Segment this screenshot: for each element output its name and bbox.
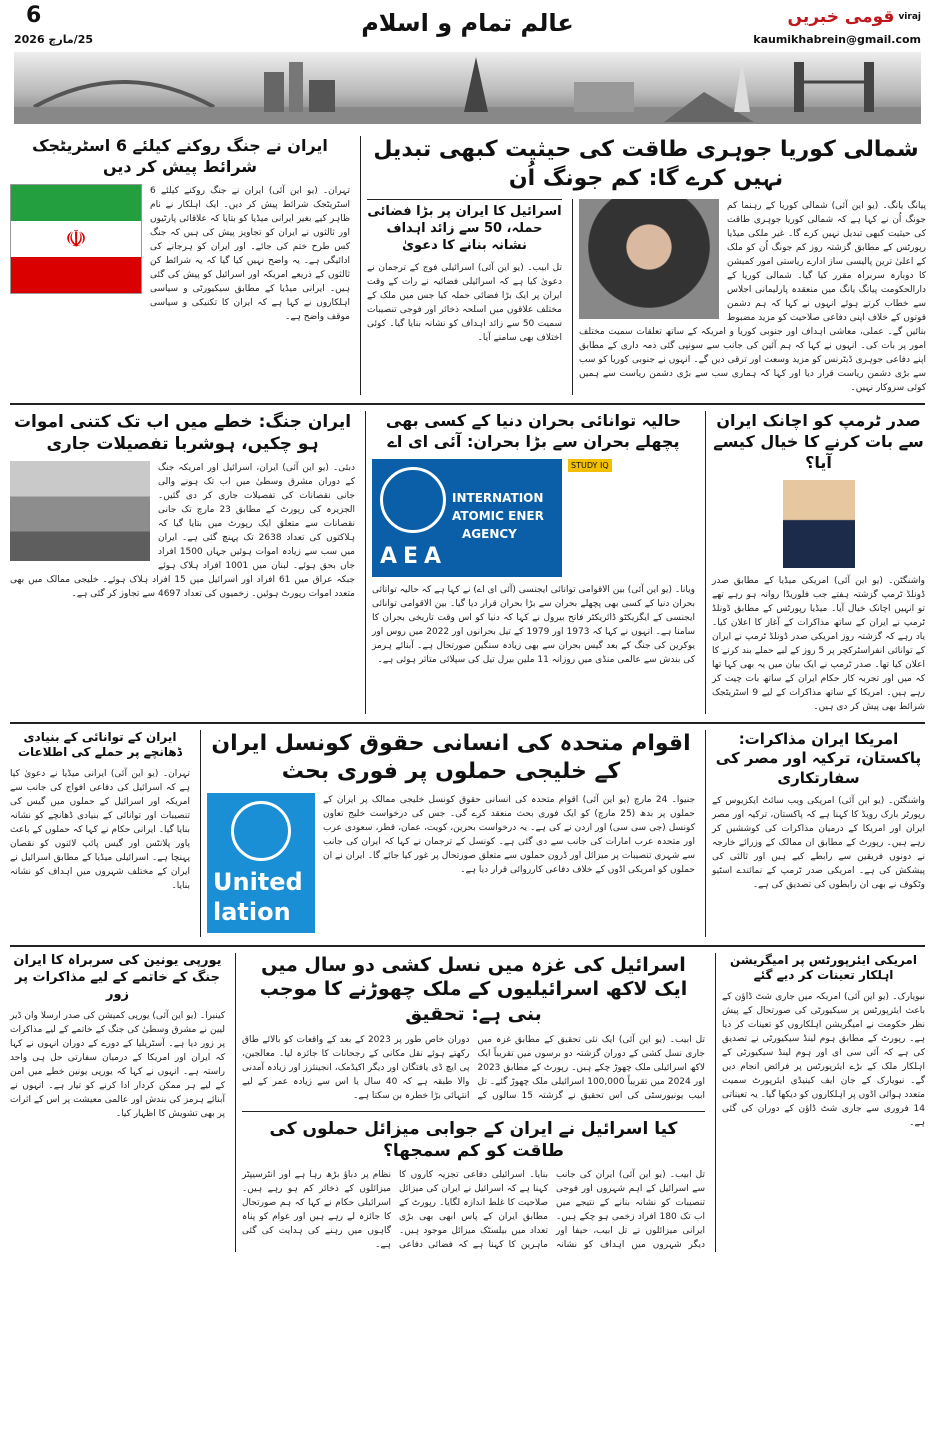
- un-body: جنیوا۔ 24 مارچ (یو این آئی) اقوام متحدہ کی انسانی حقوق کونسل خلیجی ممالک پر ایران کے حملوں پر بدھ (25 مارچ) کو ایک فوری بحث منعقد کرے گی۔ جس کی درخواست خلیج تعاون کونسل (جی سی سی) اور اردن نے کی ہے۔ یہ درخواست بحرین، کویت، عمان، قطر، سعودی عرب اور متحدہ عرب امارات کی جانب سے دی گئی ہے۔ کونسل کے ترجمان نے کہا کہ ایران کی جانب سے شہری تنصیبات پر میزائل اور ڈرون حملوں سے متعلق صورتحال پر غور کیا جائے گا۔ ایران نے ان حملوں کو امریکی اڈوں کے خلاف دفاعی کارروائی قرار دیا ہے۔: [323, 794, 696, 875]
- iran-terms-headline: ایران نے جنگ روکنے کیلئے 6 اسٹریٹجک شرائط پیش کر دیں: [32, 136, 328, 176]
- un-headline: اقوام متحدہ کی انسانی حقوق کونسل ایران کے خلیجی حملوں پر فوری بحث: [211, 730, 691, 785]
- trump-photo: [783, 480, 855, 568]
- iran-flag: ☫: [10, 184, 142, 294]
- pak-talks-article: [705, 730, 925, 937]
- immigration-article: [715, 953, 925, 1252]
- eu-article: [10, 953, 225, 1252]
- israel-exodus-body: تل ابیب۔ (یو این آئی) ایک نئی تحقیق کے مطابق غزہ میں جاری نسل کشی کے دوران گزشتہ دو برسوں میں تقریباً ایک لاکھ اسرائیلی ملک چھوڑ چکے ہیں۔ رپورٹ کے مطابق 2023 اور 2024 میں تقریباً 100,000 اسرائیلی ملک چھوڑ گئے۔ تل ابیب یونیورسٹی کی اس تحقیق نے گزشتہ 15 سالوں کے دوران خاص طور پر 2023 کے بعد کے واقعات کو بالائے طاق رکھتے ہوئے نقل مکانی کے رجحانات کا جائزہ لیا۔ معالجین، پی ایچ ڈی یافتگان اور دیگر اکیڈمک، انجینئرز اور زیادہ آمدنی والا طبقہ ہے کہ 40 سال یا اس سے زیادہ عمر کے لیے انتہائی بڑا خطرہ بن سکتا ہے۔: [242, 1034, 705, 1101]
- missiles-article: [242, 1111, 705, 1252]
- kim-body: پیانگ یانگ۔ (یو این آئی) شمالی کوریا کے رہنما کم جونگ اُن نے کہا ہے کہ شمالی کوریا جوہری طاقت کی حیثیت کبھی تبدیل نہیں کرے گا۔ غیر ملکی میڈیا رپورٹس کے مطابق گزشتہ روز کم جونگ اُن کو ملک کے اعلیٰ ترین پالیسی ساز ادارے ریاستی امور کمیشن کا دوبارہ سربراہ مقرر کیا گیا۔ شمالی کوریا کے دارالحکومت پیانگ یانگ میں منعقدہ پارلیمانی اجلاس سے خطاب کرتے ہوئے انہوں نے کہا کہ ہم دشمن قوتوں کے خلاف اپنی دفاعی صلاحیت کو مزید مضبوط بنائیں گے۔ عملی، معاشی اہداف اور جنوبی کوریا و امریکہ کے ساتھ تعلقات سمیت مختلف امور پر بات کی۔ انہوں نے کہا کہ ہم آئین کی جانب سے سونپی گئی ذمہ داری کے مطابق اپنے دفاعی جوہری ڈیٹرنس کو مزید وسعت اور ترقی دیں گے۔ انہوں نے جنوبی کوریا کو سب سے بڑی دشمن ریاست قرار دیا اور کہا کہ ہماری سب سے بڑی دشمن ریاست سے ہمیں کوئی سروکار نہیں۔: [579, 201, 926, 394]
- iran-war-headline: ایران جنگ: خطے میں اب تک کتنی اموات ہو چکیں، ہوشربا تفصیلات جاری: [13, 412, 352, 455]
- israel-strike-article: [367, 199, 562, 395]
- iaea-letters: AEA: [380, 543, 448, 569]
- israel-exodus-article: [242, 953, 705, 1103]
- skyline-illustration: [14, 52, 921, 124]
- study-badge: STUDY IQ: [568, 459, 612, 472]
- un-emblem-icon: [231, 801, 291, 861]
- trump-body: واشنگٹن۔ (یو این آئی) امریکی میڈیا کے مطابق صدر ڈونلڈ ٹرمپ گزشتہ ہفتے جب فلوریڈا روانہ ہو رہے تھے تو انہیں اچانک خیال آیا۔ میڈیا رپورٹس کے مطابق ڈونلڈ ٹرمپ نے ایران کے ساتھ مذاکرات کے آغاز کا اعلان کیا۔ یاد رہے کہ گزشتہ روز امریکی صدر ڈونلڈ ٹرمپ نے ایران کے توانائی انفراسٹرکچر پر 5 روز کے لیے حملے بند کرنے کا اعلان کیا تھا۔ صدر ٹرمپ نے ایک بیان میں یہ بھی کہا تھا کہ میں اور تجربہ کار حکام ایران کے ساتھ بات چیت کر رہے ہیں۔ امریکا کے ساتھ مذاکرات کے لیے 9 اسٹریٹجک شرائط بھی پیش کر دی ہیں۔: [712, 575, 926, 712]
- kim-headline: شمالی کوریا جوہری طاقت کی حیثیت کبھی تبدیل نہیں کرے گا: کم جونگ اُن: [373, 137, 919, 191]
- eu-body: کینبرا۔ (یو این آئی) یورپی کمیشن کی صدر ارسلا وان ڈیر لیین نے مشرق وسطیٰ کی جنگ کے خاتمے کے لیے مذاکرات پر زور دیا ہے۔ آسٹریلیا کے دورے کے دوران انہوں نے کہا کہ ایران اور امریکا کے درمیان سفارتی حل ہی واحد راستہ ہے۔ انہوں نے کہا کہ یورپی یونین خطے میں امن کے لیے ہر ممکن کردار ادا کرنے کو تیار ہے۔ انہوں نے آبنائے ہرمز کی بندش اور عالمی معیشت پر اس کے اثرات پر بھی تشویش کا اظہار کیا۔: [10, 1011, 225, 1120]
- un-article: [200, 730, 695, 937]
- un-text-1: United: [213, 867, 303, 896]
- iaea-text-2: ATOMIC ENER: [452, 508, 544, 523]
- missiles-body: تل ابیب۔ (یو این آئی) ایران کی جانب سے اسرائیل کے اہم شہروں اور فوجی تنصیبات کو نشانہ بنانے کے نتیجے میں اب تک 180 افراد زخمی ہو چکے ہیں۔ ایرانی میزائلوں نے تل ابیب، حیفا اور دیگر شہروں میں اہداف کو نشانہ بنایا۔ اسرائیلی دفاعی تجزیہ کاروں کا کہنا ہے کہ اسرائیل نے ایران کی میزائل صلاحیت کا غلط اندازہ لگایا۔ رپورٹ کے مطابق ایران کے پاس ابھی بھی بڑی تعداد میں بیلسٹک میزائل موجود ہیں۔ ماہرین کا کہنا ہے کہ فضائی دفاعی نظام پر دباؤ بڑھ رہا ہے اور انٹرسیپٹر میزائلوں کے ذخائر کم ہو رہے ہیں۔ اسرائیلی حکام نے کہا کہ ہم صورتحال کا جائزہ لے رہے ہیں اور عوام کو پناہ گاہوں میں رہنے کی ہدایت کی گئی ہے۔: [242, 1170, 705, 1251]
- iaea-text-3: AGENCY: [462, 526, 517, 541]
- page-number: 6: [26, 3, 42, 28]
- iran-terms-body: تہران۔ (یو این آئی) ایران نے جنگ روکنے کیلئے 6 اسٹریٹجک شرائط پیش کر دیں۔ ایک اہلکار نے نام ظاہر کیے بغیر ایرانی میڈیا کو بتایا کہ علاقائی پارٹیوں اور ثالثوں نے ایران کو تجاویز پیش کی ہیں کہ جنگ کس طرح ختم کی جائے۔ اور ایران کو ہرجانے کی ادائیگی ہے۔ یہ واضح نہیں کیا گیا کہ یہ شرائط کن ثالثوں کے ذریعے امریکہ اور اسرائیل کو پیش کی گئی ہیں۔ ایرانی میڈیا کے مطابق سیکیورٹی و سیاسی اہلکاروں نے کہا ہے کہ ایران کا تکنیکی و سیاسی موقف واضح ہے۔: [150, 185, 350, 322]
- trump-headline: صدر ٹرمپ کو اچانک ایران سے بات کرنے کا خیال کیسے آیا؟: [713, 411, 924, 472]
- iran-energy-headline: ایران کے توانائی کے بنیادی ڈھانچے پر حملے کی اطلاعات: [17, 729, 183, 760]
- kim-section: [360, 136, 925, 395]
- row-4: [10, 945, 925, 1260]
- kim-photo: [579, 199, 719, 319]
- trump-article: [705, 411, 925, 713]
- iran-war-article: [10, 411, 355, 713]
- date: 25/مارچ 2026: [14, 33, 93, 46]
- israel-strike-body: تل ابیب۔ (یو این آئی) اسرائیلی فوج کے ترجمان نے دعویٰ کیا ہے کہ اسرائیلی فضائیہ نے رات کے وقت ایران پر ایک بڑا فضائی حملہ کیا جس میں ملک کے مختلف علاقوں میں اسلحہ ذخائر اور فوجی تنصیبات سمیت 50 سے زائد اہداف کو نشانہ بنایا گیا۔ کوئی اختلاف بھی سامنے آیا۔: [367, 262, 562, 343]
- pak-talks-body: واشنگٹن۔ (یو این آئی) امریکی ویب سائٹ ایکزیوس کے رپورٹر بارک رویڈ کا کہنا ہے کہ پاکستان، ترکیہ اور مصر ایران اور امریکا کے درمیان مذاکرات کی کوششیں کر رہے ہیں۔ رپورٹ کے مطابق ان ممالک کے وزرائے خارجہ نے دونوں فریقین سے رابطے کیے ہیں اور ثالثی کی پیشکش کی ہے۔ امریکی صدر ٹرمپ کے نمائندے اسٹیو وٹکوف نے بھی ان رابطوں کی تصدیق کی ہے۔: [712, 796, 925, 891]
- iaea-headline: حالیہ توانائی بحران دنیا کے کسی بھی پچھلے بحران سے بڑا بحران: آئی ای اے: [385, 411, 682, 451]
- logo-mark: viraj: [898, 12, 921, 22]
- iaea-article: [365, 411, 695, 713]
- logo: [788, 6, 921, 28]
- iran-terms-article: [10, 136, 350, 395]
- middle-column: [235, 953, 705, 1252]
- un-logo: [207, 793, 315, 933]
- row-3: [10, 722, 925, 945]
- israel-strike-headline: اسرائیل کا ایران پر بڑا فضائی حملہ، 50 سے زائد اہداف نشانہ بنانے کا دعویٰ: [367, 204, 562, 253]
- row-2: [10, 403, 925, 721]
- immigration-headline: امریکی ایئرپورٹس پر امیگریشن اہلکار تعینات کر دیے گئے: [730, 952, 917, 983]
- logo-text: قومی خبریں: [787, 7, 895, 27]
- page-body: [10, 130, 925, 1260]
- missiles-headline: کیا اسرائیل نے ایران کے جوابی میزائل حملوں کی طاقت کو کم سمجھا؟: [269, 1118, 678, 1161]
- eu-headline: یورپی یونین کی سربراہ کا ایران جنگ کے خاتمے کے لیے مذاکرات پر زور: [13, 952, 222, 1002]
- iaea-logo: [372, 459, 562, 577]
- row-1: [10, 130, 925, 403]
- iaea-text-1: INTERNATION: [452, 490, 544, 505]
- israel-exodus-headline: اسرائیل کی غزہ میں نسل کشی دو سال میں ایک لاکھ اسرائیلیوں کے ملک چھوڑنے کا موجب بنی ہے: تحقیق: [259, 953, 688, 1026]
- iaea-body: ویانا۔ (یو این آئی) بین الاقوامی توانائی ایجنسی (آئی ای اے) نے کہا ہے کہ حالیہ توانائی بحران دنیا کے کسی بھی پچھلے بحران سے بڑا بحران قرار دیا گیا۔ بین الاقوامی توانائی ایجنسی کے ایگزیکٹو ڈائریکٹر فاتح بیرول نے کہا کہ دنیا کو اس وقت تاریخی بحران کا سامنا ہے۔ انہوں نے کہا کہ 1973 اور 1979 کے تیل بحرانوں اور 2022 میں روس اور یوکرین کی جنگ کے بعد گیس بحران سے بھی زیادہ سنگین صورتحال ہے۔ آبنائے ہرمز کی بندش سے عالمی منڈی میں روزانہ 11 ملین بیرل تیل کی سپلائی متاثر ہوئی ہے۔: [372, 584, 695, 665]
- iran-energy-article: [10, 730, 190, 937]
- pak-talks-headline: امریکا ایران مذاکرات: پاکستان، ترکیہ اور مصر کی سفارتکاری: [715, 729, 922, 787]
- un-text-2: lation: [213, 897, 291, 926]
- kim-article: [572, 199, 926, 395]
- section-title: عالم تمام و اسلام: [361, 9, 574, 37]
- email: kaumikhabrein@gmail.com: [753, 33, 921, 46]
- iran-energy-body: تہران۔ (یو این آئی) ایرانی میڈیا نے دعویٰ کیا ہے کہ اسرائیل کی دفاعی افواج کی جانب سے امریکہ اور اسرائیل کے حملوں میں گیس کی تنصیبات اور توانائی کے بنیادی ڈھانچے کو نشانہ بنایا گیا۔ ایرانی حکام نے کہا کہ حملوں کے باعث پاور پلانٹس اور گیس پائپ لائنوں کو نقصان پہنچا ہے۔ اسرائیلی میڈیا کے مطابق اسرائیل نے ایران کے مختلف شہروں میں اہداف کو نشانہ بنایا۔: [10, 768, 190, 891]
- immigration-body: نیویارک۔ (یو این آئی) امریکہ میں جاری شٹ ڈاؤن کے باعث ایئرپورٹس پر سیکیورٹی کی صورتحال کے پیش نظر حکومت نے امیگریشن اہلکاروں کو تعینات کر دیا ہے۔ رپورٹ کے مطابق ہوم لینڈ سیکیورٹی نے تصدیق کی ہے کہ آئی سی ای اور ہوم لینڈ سیکیورٹی کے اہلکار ملک کے بڑے ایئرپورٹس پر فرائض انجام دیں گے۔ نیویارک کے جان ایف کینیڈی ایئرپورٹ سمیت متعدد ہوائی اڈوں پر اہلکاروں کو دیکھا گیا۔ یہ تعیناتی 14 فروری سے جاری شٹ ڈاؤن کے دوران کی گئی ہے۔: [722, 991, 925, 1128]
- iran-war-body: دبئی۔ (یو این آئی) ایران، اسرائیل اور امریکہ جنگ کے دوران مشرق وسطیٰ میں اب تک ہونے والی جانی نقصانات کی تفصیلات جاری کر دی گئیں۔ الجزیرہ کی رپورٹ کے مطابق 23 مارچ تک جانی نقصانات سے متعلق ایک رپورٹ میں بتایا گیا کہ ہلاکتوں کی تعداد 2638 تک پہنچ گئی ہے۔ ایران میں سب سے زیادہ اموات ہوئیں جہاں 1500 افراد جاں بحق ہوئے۔ لبنان میں 1001 افراد ہلاک ہوئے جبکہ عراق میں 61 افراد اور اسرائیل میں 15 افراد ہلاک ہوئے۔ خلیجی ممالک میں بھی متعدد اموات رپورٹ ہوئیں۔ زخمیوں کی تعداد 4697 سے تجاوز کر گئی ہے۔: [10, 463, 356, 600]
- rubble-photo: [10, 461, 150, 561]
- banner-image: [14, 52, 921, 124]
